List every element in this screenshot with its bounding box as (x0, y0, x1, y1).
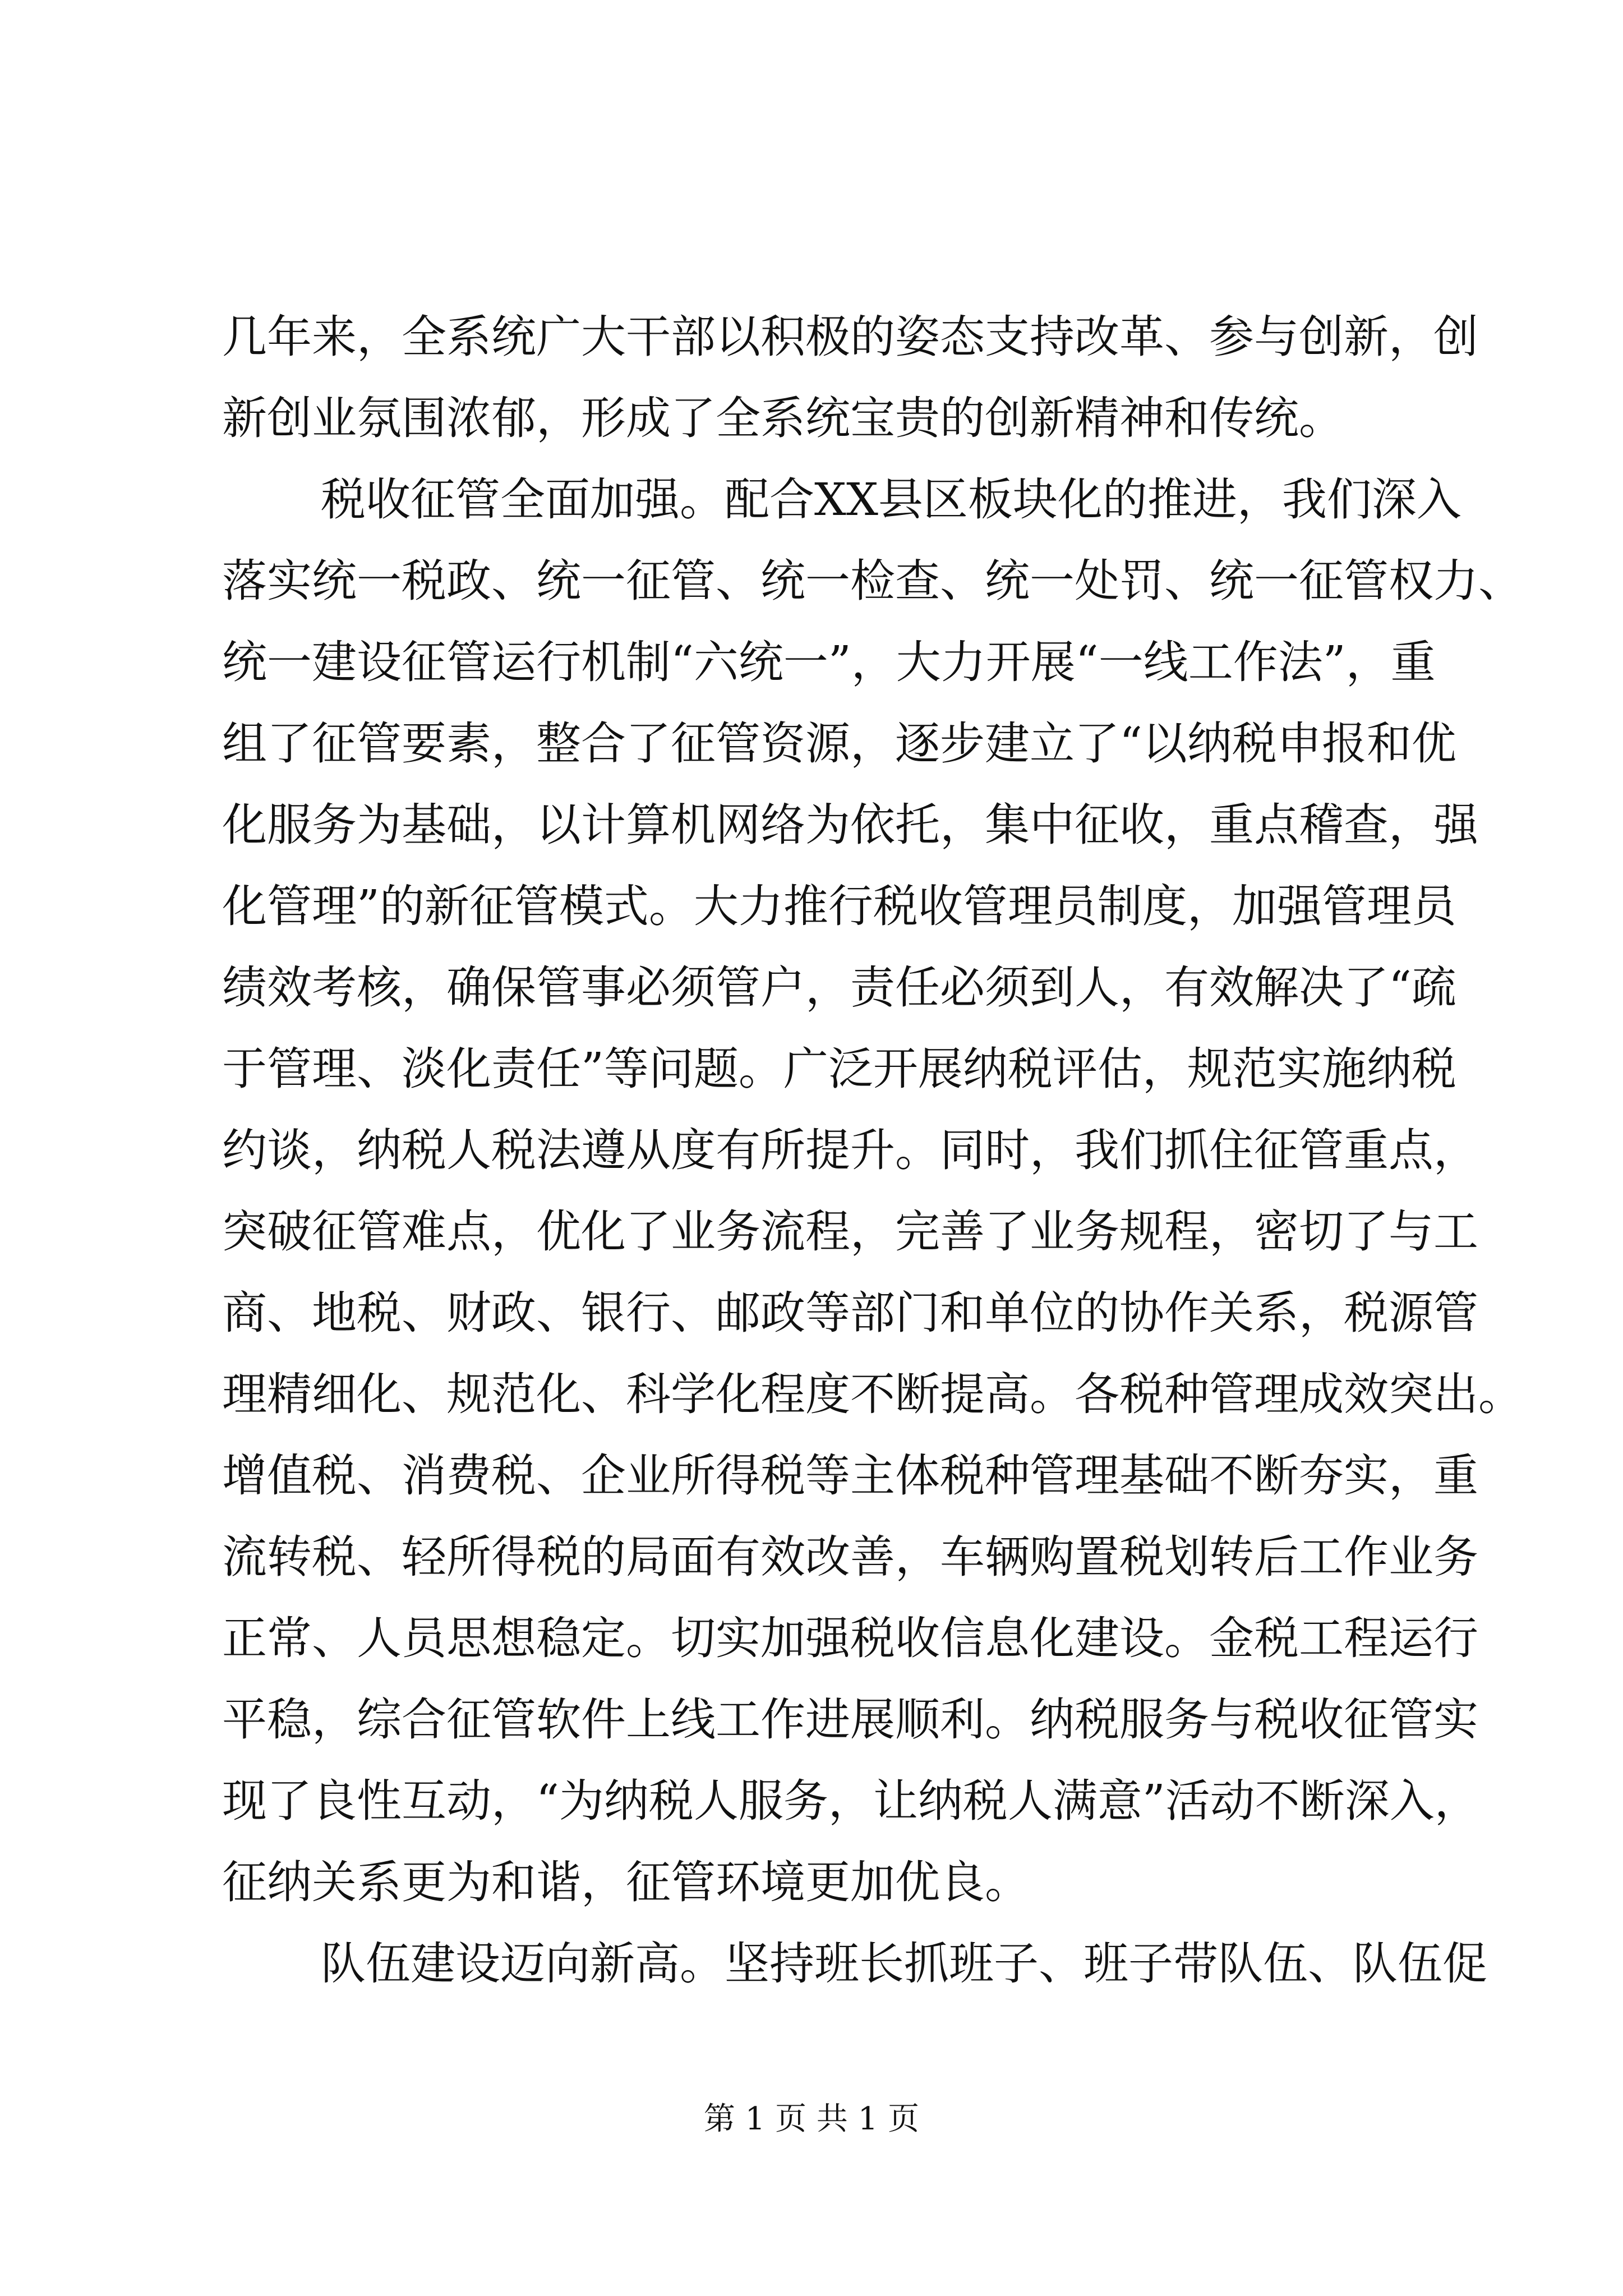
text-line: 落实统一税政、统一征管、统一检查、统一处罚、统一征管权力、 (222, 555, 1523, 607)
text-line: 化管理”的新征管模式。大力推行税收管理员制度，加强管理员 (222, 880, 1456, 932)
text-line: 流转税、轻所得税的局面有效改善，车辆购置税划转后工作业务 (222, 1531, 1478, 1583)
text-line: 组了征管要素，整合了征管资源，逐步建立了“以纳税申报和优 (222, 717, 1456, 770)
text-line: 化服务为基础，以计算机网络为依托，集中征收，重点稽查，强 (222, 799, 1478, 851)
page-footer: 第 1 页 共 1 页 (703, 2101, 920, 2137)
text-line: 统一建设征管运行机制“六统一”，大力开展“一线工作法”，重 (222, 636, 1436, 688)
text-line: 绩效考核，确保管事必须管户，责任必须到人，有效解决了“疏 (222, 961, 1456, 1014)
text-line: 突破征管难点，优化了业务流程，完善了业务规程，密切了与工 (222, 1205, 1478, 1258)
paragraph-start-line: 队伍建设迈向新高。坚持班长抓班子、班子带队伍、队伍促 (321, 1938, 1487, 1990)
document-body (222, 296, 1523, 2004)
text-line: 正常、人员思想稳定。切实加强税收信息化建设。金税工程运行 (222, 1612, 1478, 1664)
text-line: 现了良性互动，“为纳税人服务，让纳税人满意”活动不断深入， (222, 1775, 1479, 1827)
text-line: 新创业氛围浓郁，形成了全系统宝贵的创新精神和传统。 (222, 392, 1344, 444)
text-line: 增值税、消费税、企业所得税等主体税种管理基础不断夯实，重 (222, 1450, 1478, 1502)
text-line: 几年来，全系统广大干部以积极的姿态支持改革、参与创新，创 (222, 311, 1478, 363)
text-line: 于管理、淡化责任”等问题。广泛开展纳税评估，规范实施纳税 (222, 1043, 1456, 1095)
text-line: 理精细化、规范化、科学化程度不断提高。各税种管理成效突出。 (222, 1368, 1523, 1420)
text-line: 约谈，纳税人税法遵从度有所提升。同时，我们抓住征管重点， (222, 1124, 1478, 1176)
text-line: 商、地税、财政、银行、邮政等部门和单位的协作关系，税源管 (222, 1287, 1478, 1339)
paragraph-start-line: 税收征管全面加强。配合XX县区板块化的推进，我们深入 (321, 473, 1461, 526)
text-line: 平稳，综合征管软件上线工作进展顺利。纳税服务与税收征管实 (222, 1694, 1478, 1746)
text-line: 征纳关系更为和谐，征管环境更加优良。 (222, 1856, 1030, 1908)
